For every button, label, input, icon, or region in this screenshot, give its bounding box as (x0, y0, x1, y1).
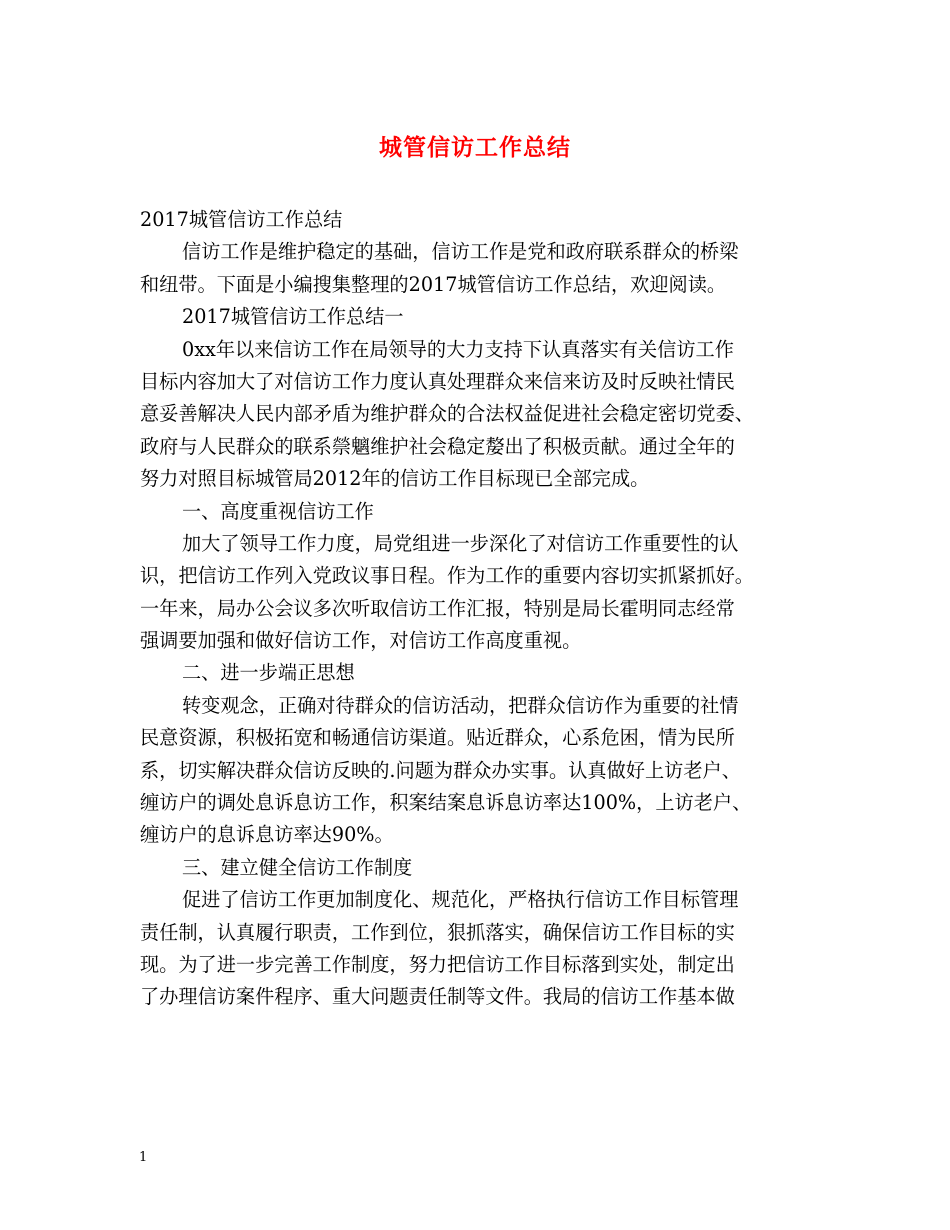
text-line: 促进了信访工作更加制度化、规范化，严格执行信访工作目标管理 (182, 888, 739, 912)
text-line: 了办理信访案件程序、重大问题责任制等文件。我局的信访工作基本做 (140, 985, 735, 1009)
text-line: 现。为了进一步完善工作制度，努力把信访工作目标落到实处，制定出 (140, 952, 735, 976)
text-line: 民意资源，积极拓宽和畅通信访渠道。贴近群众，心系危困，情为民所 (140, 726, 735, 750)
text-line: 政府与人民群众的联系禜魑维护社会稳定嫠出了积极贡献。通过全年的 (140, 434, 735, 458)
text-line: 一、高度重视信访工作 (182, 499, 374, 523)
text-line: 转变观念，正确对待群众的信访活动，把群众信访作为重要的社情 (182, 693, 739, 717)
text-line: 意妥善解决人民内部矛盾为维护群众的合法权益促进社会稳定密切党委、 (140, 402, 754, 426)
text-line: 和纽带。下面是小编搜集整理的2017城管信访工作总结，欢迎阅读。 (140, 272, 727, 296)
text-line: 系，切实解决群众信访反映的.问题为群众办实事。认真做好上访老户、 (140, 758, 741, 782)
text-line: 0xx年以来信访工作在局领导的大力支持下认真落实有关信访工作 (182, 337, 734, 361)
text-line: 强调要加强和做好信访工作，对信访工作高度重视。 (140, 629, 582, 653)
text-line: 识，把信访工作列入党政议事日程。作为工作的重要内容切实抓紧抓好。 (140, 564, 754, 588)
text-line: 2017城管信访工作总结 (140, 208, 343, 231)
text-line: 一年来，局办公会议多次听取信访工作汇报，特别是局长霍明同志经常 (140, 596, 735, 620)
text-line: 二、进一步端正思想 (182, 661, 355, 685)
text-line: 加大了领导工作力度，局党组进一步深化了对信访工作重要性的认 (182, 531, 739, 555)
text-line: 缠访户的息诉息访率达90%。 (140, 823, 394, 847)
text-line: 努力对照目标城管局2012年的信访工作目标现已全部完成。 (140, 467, 650, 491)
text-line: 三、建立健全信访工作制度 (182, 855, 413, 879)
text-line: 目标内容加大了对信访工作力度认真处理群众来信来访及时反映社情民 (140, 369, 735, 393)
text-line: 缠访户的调处息诉息访工作，积案结案息诉息访率达100%，上访老户、 (140, 791, 752, 815)
text-line: 2017城管信访工作总结一 (182, 305, 404, 329)
document-body (140, 204, 824, 1014)
text-line: 信访工作是维护稳定的基础，信访工作是党和政府联系群众的桥梁 (182, 240, 739, 264)
text-line: 责任制，认真履行职责，工作到位，狠抓落实，确保信访工作目标的实 (140, 920, 735, 944)
document-title: 城管信访工作总结 (379, 134, 571, 161)
page-number: 1 (139, 1150, 148, 1165)
